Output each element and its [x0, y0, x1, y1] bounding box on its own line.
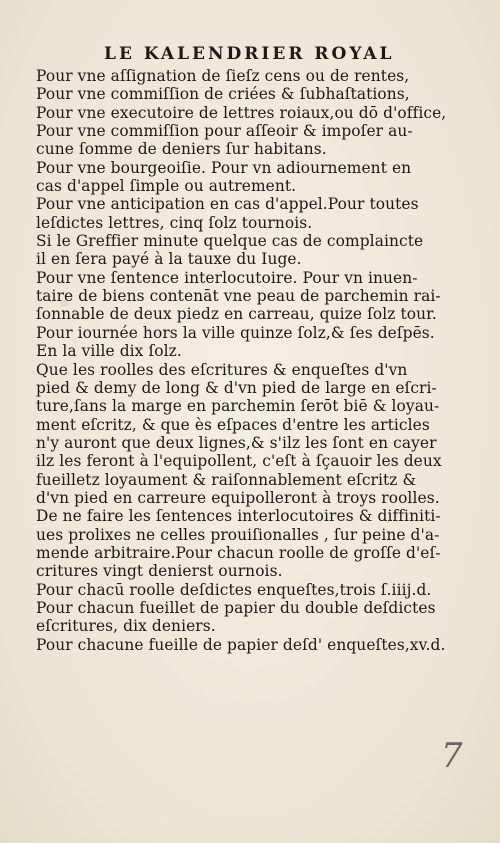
- text-line: Pour vne ſentence interlocutoire. Pour vn inuen-: [36, 268, 418, 287]
- text-line: eſcritures, dix deniers.: [36, 617, 216, 636]
- text-line: Pour vne commiſſion pour aſſeoir & impoſer au-: [36, 122, 413, 141]
- text-line: cune ſomme de deniers ſur habitans.: [36, 140, 327, 159]
- text-line: Pour vne commiſſion de criées & ſubhaſtations,: [36, 85, 410, 104]
- text-line: ture,ſans la marge en parchemin ſerōt biē & loyau-: [36, 397, 440, 416]
- text-line: De ne faire les ſentences interlocutoires & diffiniti-: [36, 507, 441, 526]
- running-head: LE KALENDRIER ROYAL: [104, 44, 395, 64]
- text-line: fueilletz loyaument & raiſonnablement eſcritz &: [36, 470, 417, 489]
- text-line: pied & demy de long & d'vn pied de large en eſcri-: [36, 378, 437, 397]
- text-line: ſonnable de deux piedz en carreau, quize ſolz tour.: [36, 305, 437, 324]
- text-line: n'y auront que deux lignes,& s'ilz les ſont en cayer: [36, 433, 437, 452]
- text-line: Pour chacune fueille de papier deſd' enqueſtes,xv.d.: [36, 635, 446, 654]
- text-line: Pour vne aſſignation de ſieſz cens ou de rentes,: [36, 67, 410, 85]
- text-line: Pour vne executoire de lettres roiaux,ou dō d'office,: [36, 103, 447, 122]
- text-line: critures vingt denierst ournois.: [36, 562, 283, 581]
- text-line: Pour vne anticipation en cas d'appel.Pour toutes: [36, 195, 419, 214]
- text-line: Si le Greffier minute quelque cas de complaincte: [36, 232, 424, 251]
- text-line: Pour iournée hors la ville quinze ſolz,& ſes deſpēs.: [36, 323, 435, 342]
- text-line: ment eſcritz, & que ès eſpaces d'entre les articles: [36, 415, 430, 434]
- text-line: ilz les feront à l'equipollent, c'eſt à ſçauoir les deux: [36, 452, 442, 471]
- text-line: taire de biens contenāt vne peau de parchemin rai-: [36, 287, 441, 306]
- text-line: d'vn pied en carreure equipolleront à troys roolles.: [36, 488, 440, 507]
- body-text: [36, 67, 460, 654]
- text-line: Que les roolles des eſcritures & enqueſtes d'vn: [36, 360, 408, 379]
- text-line: cas d'appel ſimple ou autrement.: [36, 177, 297, 196]
- text-line: Pour chacun fueillet de papier du double deſdictes: [36, 598, 436, 617]
- text-line: mende arbitraire.Pour chacun roolle de groſſe d'eſ-: [36, 543, 441, 562]
- text-line: Pour vne bourgeoiſie. Pour vn adiournement en: [36, 158, 412, 177]
- text-line: leſdictes lettres, cinq ſolz tournois.: [36, 213, 313, 232]
- text-line: ues prolixes ne celles prouiſionalles , ſur peine d'a-: [36, 525, 440, 544]
- text-line: il en ſera payé à la tauxe du Iuge.: [36, 250, 302, 269]
- margin-mark: 7: [441, 736, 463, 776]
- text-line: En la ville dix ſolz.: [36, 342, 182, 361]
- text-line: Pour chacū roolle deſdictes enqueſtes,trois ſ.iiij.d.: [36, 580, 432, 599]
